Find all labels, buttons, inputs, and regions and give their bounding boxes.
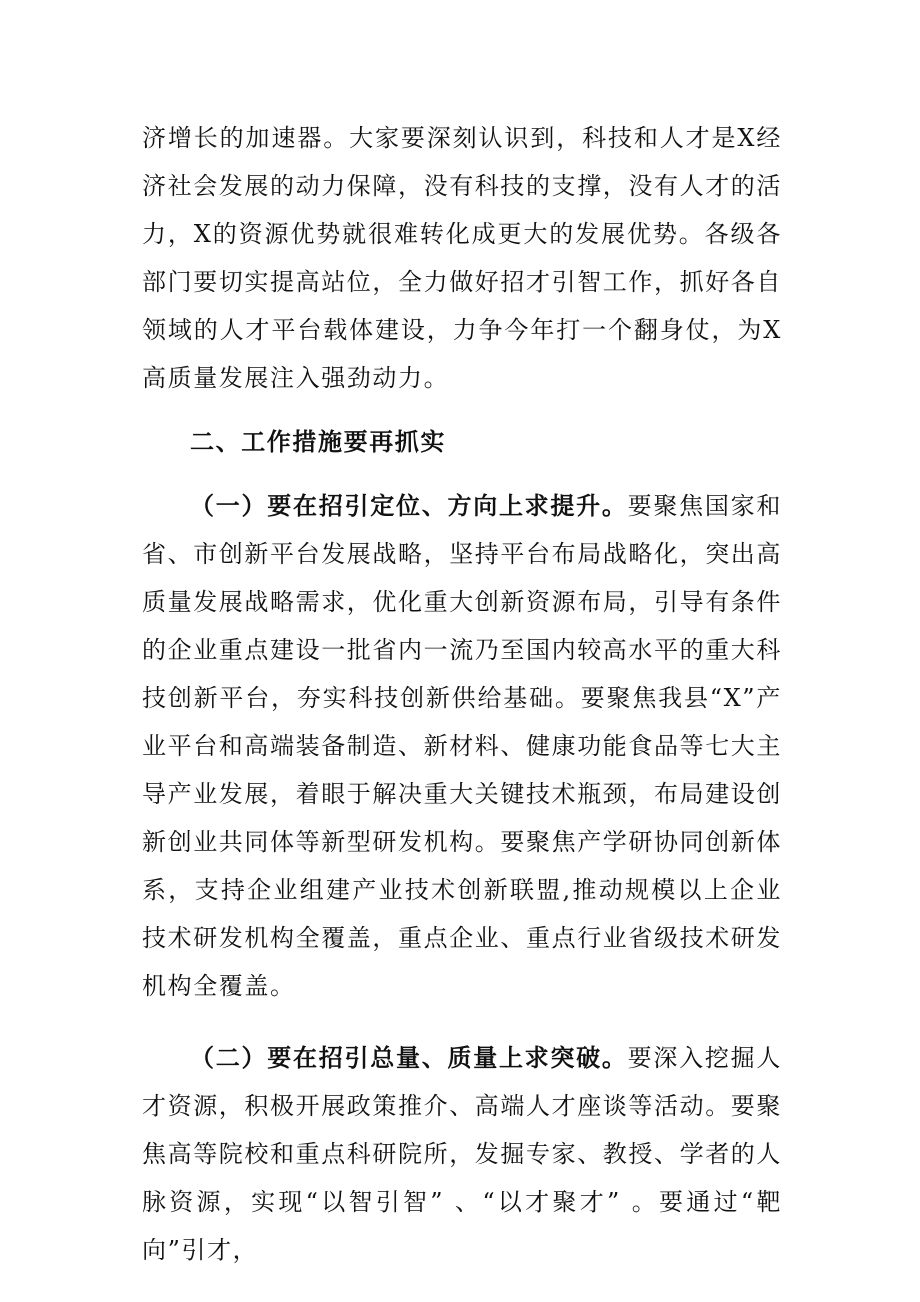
paragraph-measure-2: [142, 1034, 782, 1274]
paragraph-gap: [142, 1010, 782, 1034]
paragraph-measure-1: [142, 482, 782, 1010]
paragraph-body: 要深入挖掘人才资源，积极开展政策推介、高端人才座谈等活动。要聚焦高等院校和重点科研院所，发掘专家、教授、学者的人脉资源，实现“以智引智” 、“以才聚才” 。要通过“靶向”引才，: [142, 1044, 782, 1264]
paragraph-lead: （一）要在招引定位、方向上求提升。: [190, 491, 628, 520]
paragraph-body: 要聚焦国家和省、市创新平台发展战略，坚持平台布局战略化，突出高质量发展战略需求，优化重大创新资源布局，引导有条件的企业重点建设一批省内一流乃至国内较高水平的重大科技创新平台，夯实科技创新供给基础。要聚焦我县“X”产业平台和高端装备制造、新材料、健康功能食品等七大主导产业发展，着眼于解决重大关键技术瓶颈，布局建设创新创业共同体等新型研发机构。要聚焦产学研协同创新体系，支持企业组建产业技术创新联盟,推动规模以上企业技术研发机构全覆盖，重点企业、重点行业省级技术研发机构全覆盖。: [142, 492, 782, 1000]
paragraph-lead: （二）要在招引总量、质量上求突破。: [190, 1043, 628, 1072]
paragraph-intro: 济增长的加速器。大家要深刻认识到，科技和人才是X经济社会发展的动力保障，没有科技的支撑，没有人才的活力，X的资源优势就很难转化成更大的发展优势。各级各部门要切实提高站位，全力做好招才引智工作，抓好各自领域的人才平台载体建设，力争今年打一个翻身仗，为X高质量发展注入强劲动力。: [142, 124, 782, 392]
section-heading: 二、工作措施要再抓实: [190, 428, 446, 456]
document-body: [142, 114, 782, 1274]
